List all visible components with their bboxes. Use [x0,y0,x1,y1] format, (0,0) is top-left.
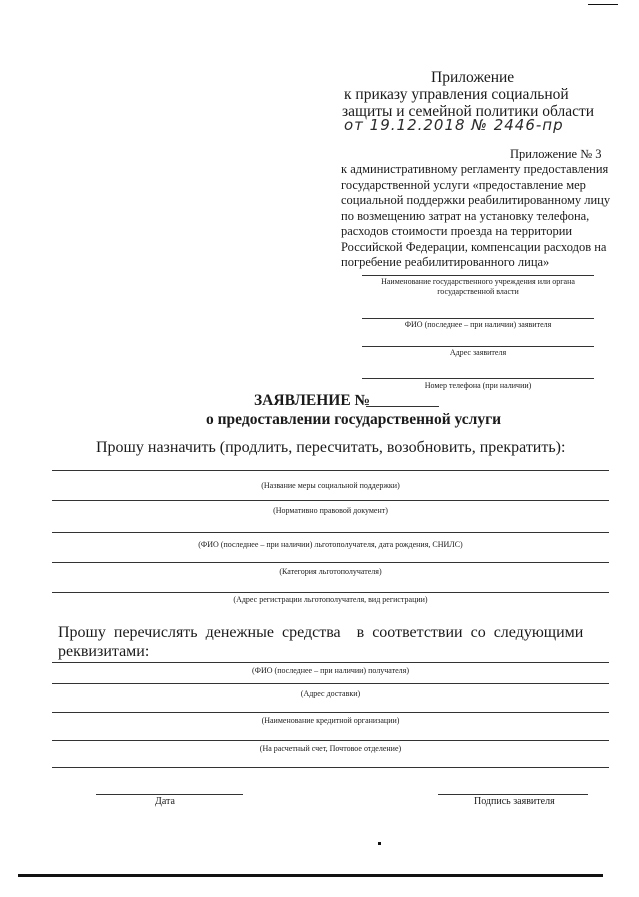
header-line-1: Приложение [431,69,515,86]
delivery-address-caption: (Адрес доставки) [300,689,361,698]
signature-label: Подпись заявителя [474,796,555,807]
annex-line: по возмещению затрат на установку телефона, [341,208,590,223]
date-label: Дата [155,796,175,807]
beneficiary-fio-line[interactable] [52,532,609,533]
applicant-fio-line[interactable] [362,318,594,319]
scan-top-right-mark [588,4,618,5]
request-text: Прошу назначить (продлить, пересчитать, возобновить, прекратить): [96,439,566,456]
annex-text [341,162,610,271]
applicant-phone-caption: Номер телефона (при наличии) [424,381,532,390]
credit-org-caption: (Наименование кредитной организации) [261,716,400,725]
annex-line: социальной поддержки реабилитированному лицу [341,193,611,207]
annex-line: погребение реабилитированного лица» [341,255,550,269]
support-measure-caption: (Название меры социальной поддержки) [261,481,400,490]
org-caption-line: Наименование государственного учреждения или органа [381,277,575,286]
recipient-fio-line[interactable] [52,662,609,663]
annex-line: расходов стоимости проезда на территории [341,224,573,238]
bottom-separator-line [52,767,609,768]
document-subtitle: о предоставлении государственной услуги [206,411,502,428]
org-name-caption [362,277,594,297]
legal-document-line[interactable] [52,500,609,501]
account-line[interactable] [52,740,609,741]
annex-title: Приложение № 3 [510,147,602,161]
scan-bottom-edge [18,874,603,877]
handwritten-order-number: от 19.12.2018 № 2446-пр [344,116,564,134]
org-name-line[interactable] [362,275,594,276]
applicant-phone-line[interactable] [362,378,594,379]
beneficiary-fio-caption: (ФИО (последнее – при наличии) льготополучателя, дата рождения, СНИЛС) [198,540,463,549]
transfer-text-line-1: Прошу перечислять денежные средства в соответствии со следующими [58,624,584,641]
credit-org-line[interactable] [52,712,609,713]
applicant-fio-caption: ФИО (последнее – при наличии) заявителя [404,320,552,329]
org-caption-line: государственной власти [437,287,519,296]
date-line[interactable] [96,794,243,795]
legal-document-caption: (Нормативно правовой документ) [273,506,388,515]
beneficiary-address-caption: (Адрес регистрации льготополучателя, вид регистрации) [233,595,428,604]
beneficiary-category-line[interactable] [52,562,609,563]
annex-line: к административному регламенту предоставления [341,162,609,176]
support-measure-line[interactable] [52,470,609,471]
beneficiary-address-line[interactable] [52,592,609,593]
transfer-text-line-2: реквизитами: [58,643,150,660]
document-title: ЗАЯВЛЕНИЕ № [254,392,371,409]
account-caption: (На расчетный счет, Почтовое отделение) [259,744,402,753]
signature-line[interactable] [438,794,588,795]
delivery-address-line[interactable] [52,683,609,684]
header-line-2: к приказу управления социальной [344,86,569,103]
header-line-3: защиты и семейной политики области [342,103,595,120]
applicant-address-caption: Адрес заявителя [449,348,507,357]
annex-line: Российской Федерации, компенсации расходов на [341,239,607,254]
application-number-line[interactable] [366,406,439,407]
beneficiary-category-caption: (Категория льготополучателя) [279,567,382,576]
recipient-fio-caption: (ФИО (последнее – при наличии) получателя) [251,666,410,675]
applicant-address-line[interactable] [362,346,594,347]
annex-line: государственной услуги «предоставление мер [341,177,586,192]
scan-dot [378,842,381,845]
